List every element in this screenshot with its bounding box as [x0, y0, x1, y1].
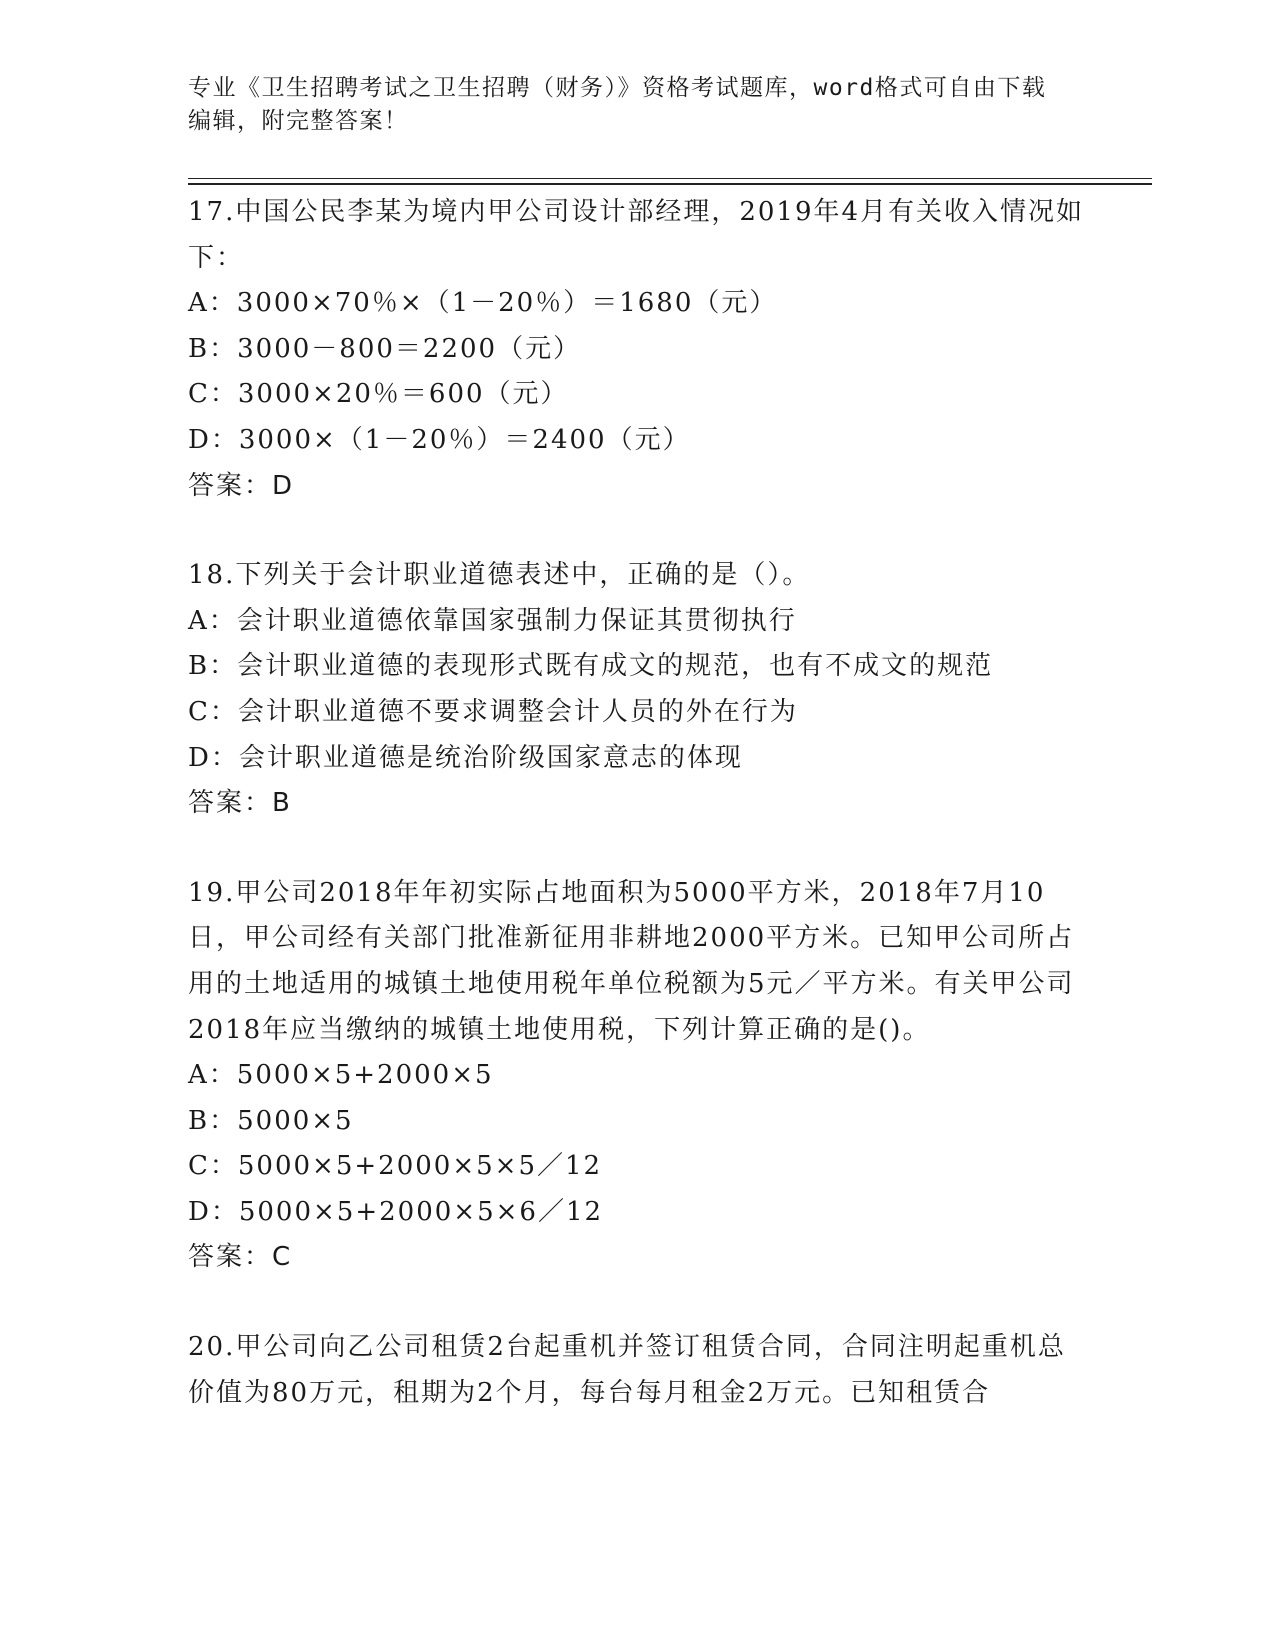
question-18 — [188, 553, 1088, 827]
question-stem: 19.甲公司2018年年初实际占地面积为5000平方米，2018年7月10日，甲公司经有关部门批准新征用非耕地2000平方米。已知甲公司所占用的土地适用的城镇土地使用税年单位税额为5元／平方米。有关甲公司2018年应当缴纳的城镇土地使用税，下列计算正确的是()。 — [188, 877, 1075, 1045]
option-a: A：5000×5+2000×5 — [188, 1060, 494, 1091]
option-c: C：5000×5+2000×5×5／12 — [188, 1151, 603, 1182]
option-b: B：会计职业道德的表现形式既有成文的规范，也有不成文的规范 — [188, 651, 994, 682]
header-line-1: 专业《卫生招聘考试之卫生招聘（财务）》资格考试题库，word格式可自由下载 — [188, 75, 1047, 101]
question-list — [188, 190, 1088, 1460]
document-header — [188, 72, 1088, 138]
header-line-2: 编辑，附完整答案！ — [188, 108, 409, 134]
question-stem: 20.甲公司向乙公司租赁2台起重机并签订租赁合同，合同注明起重机总价值为80万元，租期为2个月，每台每月租金2万元。已知租赁合 — [188, 1332, 1066, 1408]
option-c: C：3000×20％＝600（元） — [188, 379, 569, 410]
option-c: C：会计职业道德不要求调整会计人员的外在行为 — [188, 696, 798, 727]
option-d: D：3000×（1－20％）＝2400（元） — [188, 424, 691, 455]
answer-line: 答案：C — [188, 1242, 293, 1273]
question-stem: 17.中国公民李某为境内甲公司设计部经理，2019年4月有关收入情况如下： — [188, 197, 1085, 273]
header-divider-thin — [188, 178, 1152, 179]
option-d: D：会计职业道德是统治阶级国家意志的体现 — [188, 742, 743, 773]
option-a: A：3000×70％×（1－20％）＝1680（元） — [188, 288, 778, 319]
answer-line: 答案：B — [188, 788, 292, 819]
answer-line: 答案：D — [188, 470, 295, 501]
question-19 — [188, 871, 1088, 1281]
question-20 — [188, 1325, 1088, 1416]
question-stem: 18.下列关于会计职业道德表述中，正确的是（）。 — [188, 560, 811, 591]
option-b: B：5000×5 — [188, 1105, 354, 1136]
question-17 — [188, 190, 1088, 509]
option-a: A：会计职业道德依靠国家强制力保证其贯彻执行 — [188, 605, 797, 636]
option-b: B：3000－800＝2200（元） — [188, 333, 582, 364]
option-d: D：5000×5+2000×5×6／12 — [188, 1196, 604, 1227]
header-divider-thick — [188, 183, 1152, 185]
